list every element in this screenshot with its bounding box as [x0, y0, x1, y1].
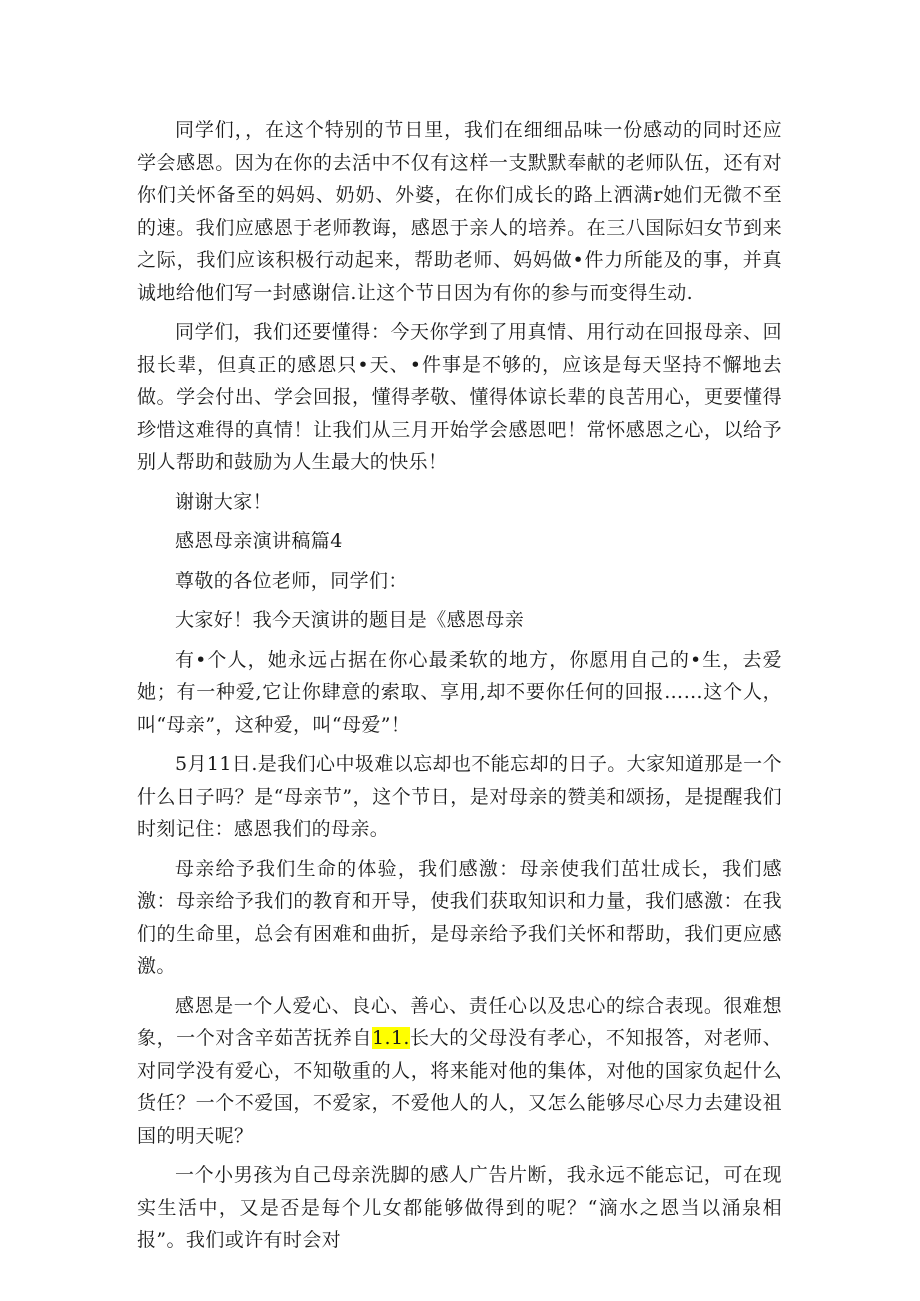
paragraph-9: 母亲给予我们生命的体验，我们感激：母亲使我们茁壮成长，我们感激：母亲给予我们的教育和开导，使我们获取知识和力量，我们感激：在我们的生命里，总会有困难和曲折，是母亲给予我们关怀和帮助，我们更应感激。 — [137, 857, 782, 977]
speech-title-line: 大家好！我今天演讲的题目是《感恩母亲 — [175, 609, 525, 631]
salutation: 尊敬的各位老师，同学们： — [175, 569, 408, 592]
paragraph-2: 同学们，我们还要懂得：今天你学到了用真情、用行动在回报母亲、回报长辈，但真正的感恩只•天、•件事是不够的，应该是每天坚持不懈地去做。学会付出、学会回报，懂得孝敬、懂得体谅长辈的良苦用心，更要懂得珍惜这难得的真情！让我们从三月开始学会感恩吧！常怀感恩之心，以给予别人帮助和鼓励为人生最大的快乐！ — [137, 321, 782, 473]
paragraph-10-after: 长大的父母没有孝心，不知报答，对老师、对同学没有爱心，不知敬重的人，将来能对他的集体，对他的国家负起什么货任？一个不爱国，不爱家，不爱他人的人，又怎么能够尽心尽力去建设祖国的明天呢？ — [137, 1027, 782, 1147]
document-body — [137, 114, 782, 1257]
section-heading: 感恩母亲演讲稿篇4 — [175, 530, 343, 552]
paragraph-10 — [137, 990, 782, 1153]
highlighted-text: 1.1. — [372, 1027, 410, 1049]
paragraph-10-before: 感恩是一个人爱心、良心、善心、责任心以及忠心的综合表现。很难想象，一个对含辛茹苦抚养自 — [137, 994, 782, 1049]
paragraph-3: 谢谢大家！ — [175, 490, 273, 513]
paragraph-7: 有•个人，她永远占据在你心最柔软的地方，你愿用自己的•生，去爱她；有一种爱,它让你肆意的索取、享用,却不要你任何的回报……这个人，叫“母亲”，这种爱，叫“母爱”！ — [137, 648, 782, 736]
paragraph-11: 一个小男孩为自己母亲洗脚的感人广告片断，我永远不能忘记，可在现实生活中，又是否是每个儿女都能够做得到的呢？“滴水之恩当以涌泉相报”。我们或许有时会对 — [137, 1164, 782, 1251]
paragraph-1: 同学们，，在这个特别的节日里，我们在细细品味一份感动的同时还应学会感恩。因为在你的去活中不仅有这样一支默默奉献的老师队伍，还有对你们关怀备至的妈妈、奶奶、外婆，在你们成长的路上洒满r她们无微不至的速。我们应感恩于老师教诲，感恩于亲人的培养。在三八国际妇女节到来之际，我们应该积极行动起来，帮助老师、妈妈做•件力所能及的事，并真诚地给他们写一封感谢信.让这个节日因为有你的参与而变得生动. — [137, 119, 782, 304]
paragraph-8: 5月11日.是我们心中圾难以忘却也不能忘却的日子。大家知道那是一个什么日子吗？是“母亲节”，这个节日，是对母亲的赞美和颂扬，是提醒我们时刻记住：感恩我们的母亲。 — [137, 753, 782, 840]
